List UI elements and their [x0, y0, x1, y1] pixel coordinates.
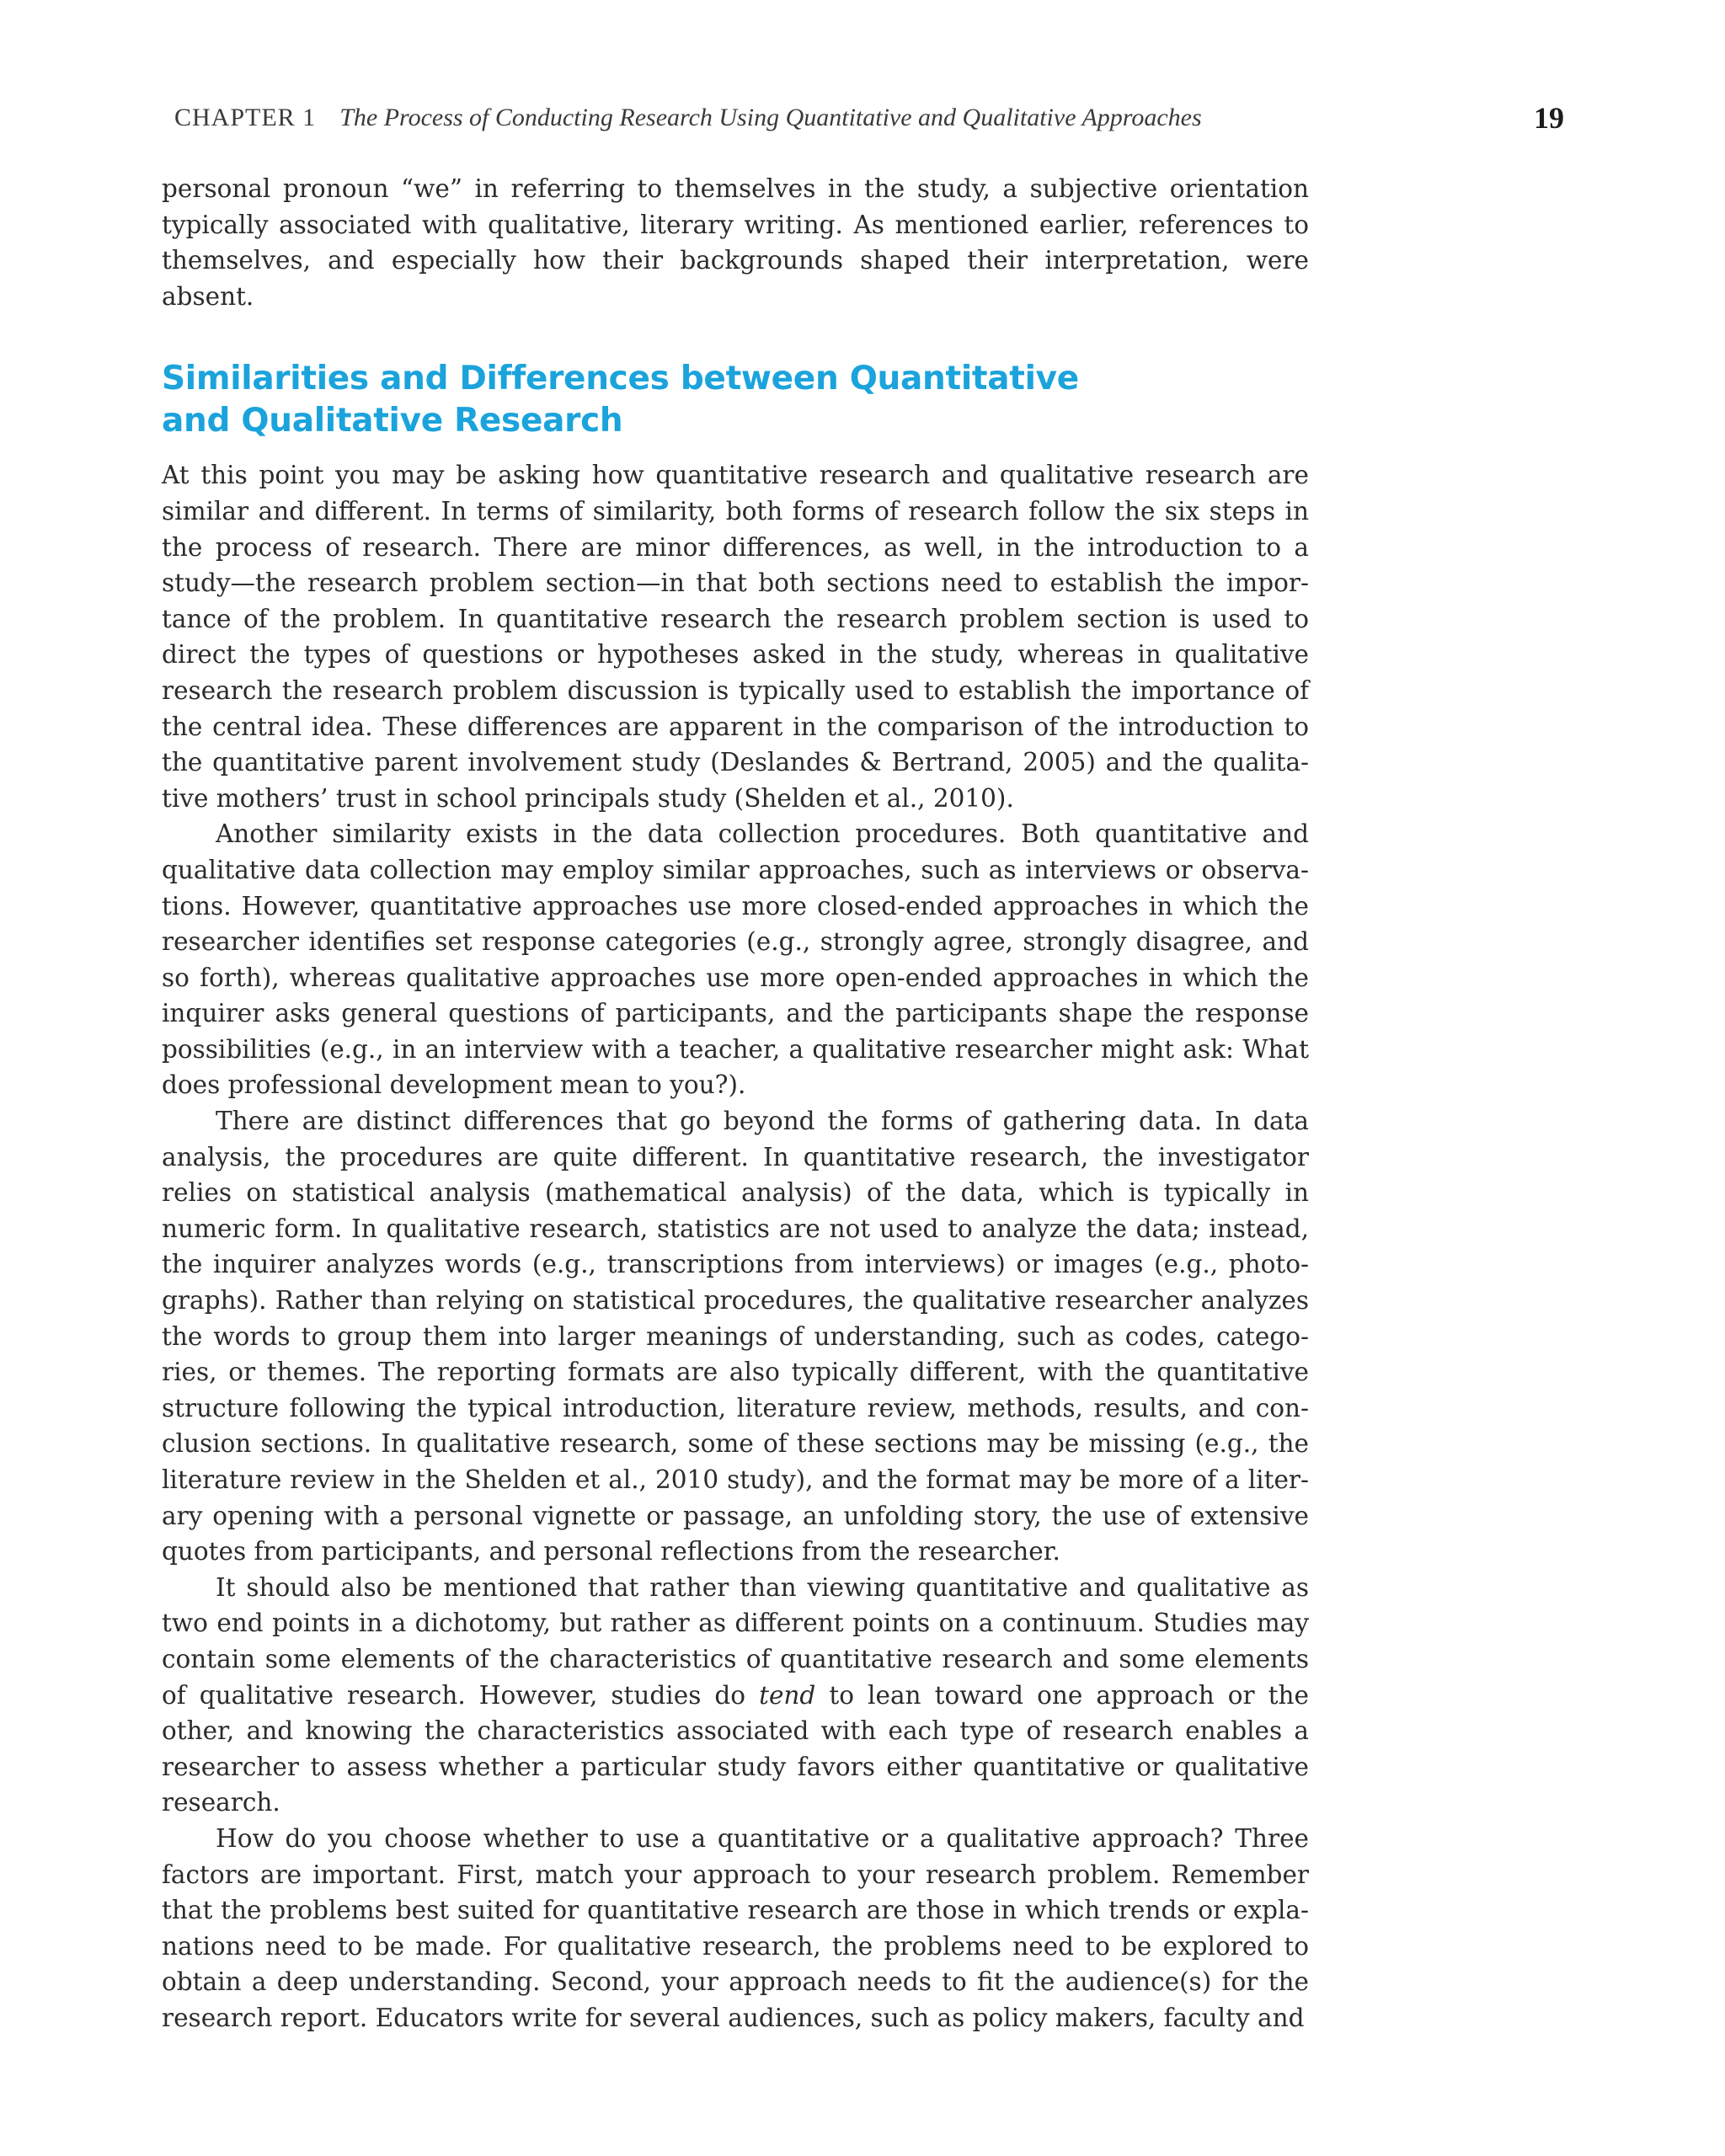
paragraph-1: At this point you may be asking how quantitative research and qualitative research are similar and different. In terms of similarity, both forms of research follow the six steps in the process of research. There are minor differences, as well, in the introduction to a study—the research problem section—in that both sections need to establish the importance of the problem. In quantitative research the research problem section is used to direct the types of questions or hypotheses asked in the study, whereas in qualitative research the research problem discussion is typically used to establish the importance of the central idea. These differences are apparent in the comparison of the introduction to the quantitative parent involvement study (Deslandes & Bertrand, 2005) and the qualitative mothers’ trust in school principals study (Shelden et al., 2010).	[162, 461, 1309, 813]
emphasis-tend: tend	[759, 1680, 816, 1710]
section-heading-line-2: and Qualitative Research	[162, 402, 623, 440]
continued-paragraph: personal pronoun “we” in referring to themselves in the study, a subjective orientation typically associated with qualitative, literary writing. As mentioned earlier, references to themselves, and especially how their backgrounds shaped their interpretation, were absent.	[162, 174, 1309, 311]
paragraph-4	[162, 1570, 1309, 1821]
page-number: 19	[1534, 101, 1564, 135]
paragraph-2: Another similarity exists in the data collection procedures. Both quantitative and qualitative data collection may employ similar approaches, such as interviews or observations. However, quantitative approaches use more closed-ended approaches in which the researcher identifies set response categories (e.g., strongly agree, strongly disagree, and so forth), whereas qualitative approaches use more open-ended approaches in which the inquirer asks general questions of participants, and the participants shape the response possibilities (e.g., in an interview with a teacher, a qualitative researcher might ask: What does professional development mean to you?).	[162, 819, 1309, 1100]
page-body	[162, 171, 1309, 2036]
running-head	[174, 101, 1564, 135]
paragraph-4-part-2: to lean toward one approach or the other, and knowing the characteristics associated with each type of research enables a researcher to assess whether a particular study favors either quantitative or qualitative research.	[162, 1680, 1309, 1817]
section-heading	[162, 358, 1309, 442]
section-heading-line-1: Similarities and Differences between Quantitative	[162, 360, 1079, 398]
chapter-title: The Process of Conducting Research Using Quantitative and Qualitative Approaches	[339, 104, 1202, 131]
paragraph-4-part-1: It should also be mentioned that rather than viewing quantitative and qualitative as two end points in a dichotomy, but rather as different points on a continuum. Studies may contain some elements of the characteristics of quantitative research and some elements of qualitative research. However, studies do	[162, 1572, 1309, 1710]
paragraph-5: How do you choose whether to use a quantitative or a qualitative approach? Three factors are important. First, match your approach to your research problem. Remember that the problems best suited for quantitative research are those in which trends or explanations need to be made. For qualitative research, the problems need to be explored to obtain a deep understanding. Second, your approach needs to fit the audience(s) for the research report. Educators write for several audiences, such as policy makers, faculty and	[162, 1823, 1309, 2032]
chapter-label: CHAPTER 1	[174, 104, 317, 131]
paragraph-3: There are distinct differences that go beyond the forms of gathering data. In data analysis, the procedures are quite different. In quantitative research, the investigator relies on statistical analysis (mathematical analysis) of the data, which is typically in numeric form. In qualitative research, statistics are not used to analyze the data; instead, the inquirer analyzes words (e.g., transcriptions from interviews) or images (e.g., photographs). Rather than relying on statistical procedures, the qualitative researcher analyzes the words to group them into larger meanings of understanding, such as codes, categories, or themes. The reporting formats are also typically different, with the quantitative structure following the typical introduction, literature review, methods, results, and conclusion sections. In qualitative research, some of these sections may be missing (e.g., the literature review in the Shelden et al., 2010 study), and the format may be more of a literary opening with a personal vignette or passage, an unfolding story, the use of extensive quotes from participants, and personal reflections from the researcher.	[162, 1107, 1309, 1566]
